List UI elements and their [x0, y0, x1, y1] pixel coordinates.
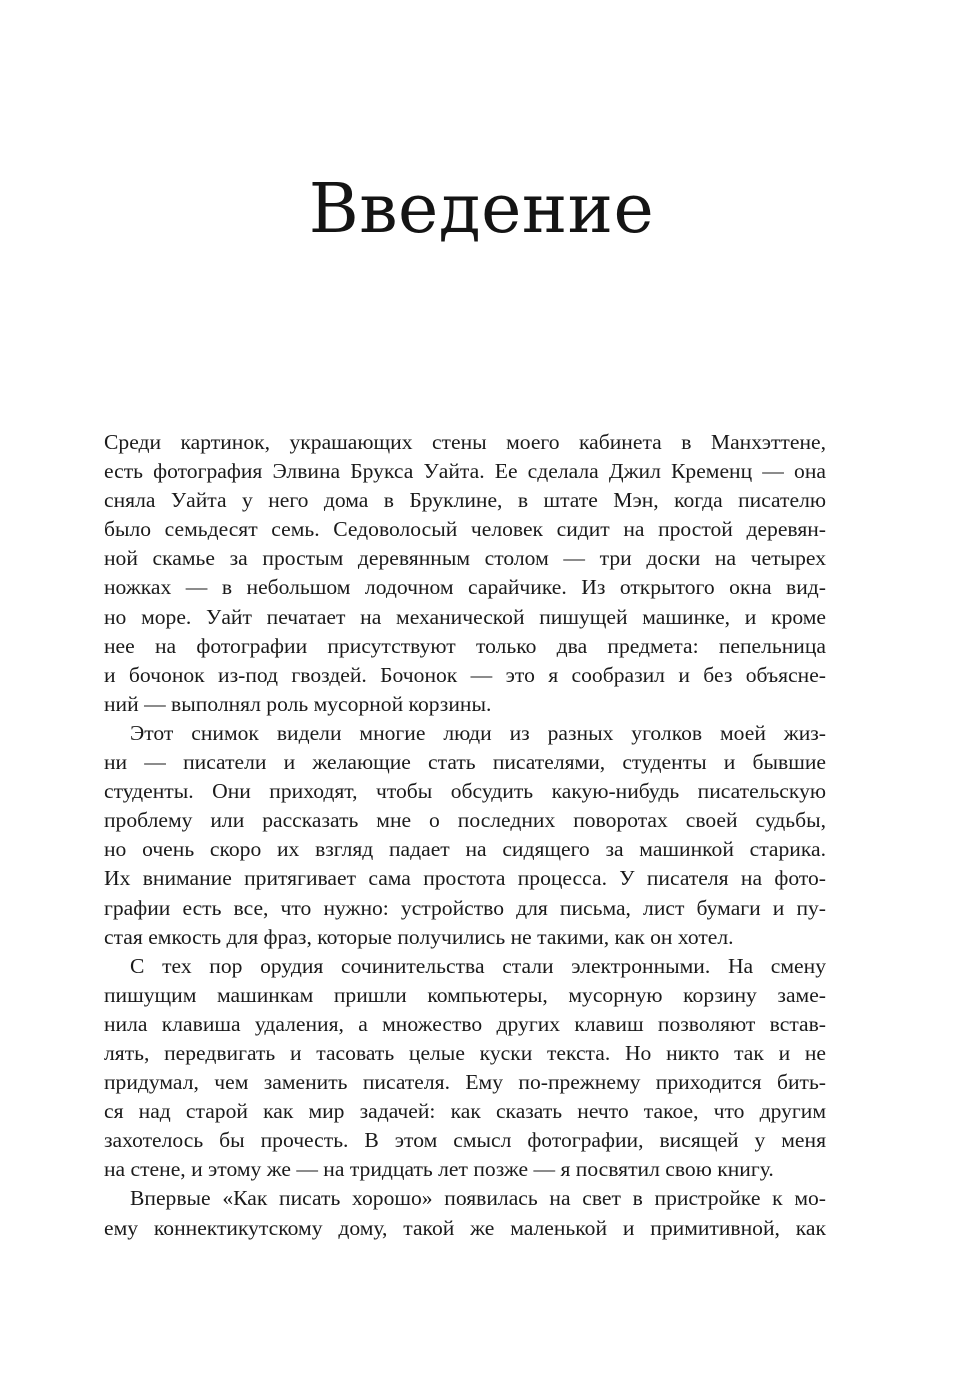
- text-line: Среди картинок, украшающих стены моего кабинета в Манхэттене,: [104, 430, 826, 454]
- text-line: ножках — в небольшом лодочном сарайчике. Из открытого окна вид-: [104, 575, 826, 600]
- text-line: нее на фотографии присутствуют только два предмета: пепельница: [104, 633, 826, 658]
- text-line: но очень скоро их взгляд падает на сидящего за машинкой старика.: [104, 837, 826, 862]
- text-line: С тех пор орудия сочинительства стали электронными. На смену: [130, 953, 826, 978]
- text-line: нила клавиша удаления, а множество других клавиш позволяют встав-: [104, 1011, 826, 1036]
- paragraph: [104, 719, 826, 952]
- body-text: [104, 428, 826, 1243]
- text-line: ной скамье за простым деревянным столом — три доски на четырех: [104, 546, 826, 571]
- text-line: на стене, и этому же — на тридцать лет позже — я посвятил свою книгу.: [104, 1157, 774, 1182]
- text-line: Их внимание притягивает сама простота процесса. У писателя на фото-: [104, 866, 826, 891]
- chapter-title: Введение: [308, 170, 655, 249]
- text-line: ему коннектикутскому дому, такой же маленькой и примитивной, как: [104, 1215, 826, 1240]
- text-line: Впервые «Как писать хорошо» появилась на свет в пристройке к мо-: [130, 1186, 826, 1211]
- text-line: проблему или рассказать мне о последних поворотах своей судьбы,: [104, 808, 826, 833]
- text-line: и бочонок из-под гвоздей. Бочонок — это я сообразил и без объясне-: [104, 662, 826, 687]
- paragraph: [104, 1184, 826, 1242]
- text-line: придумал, чем заменить писателя. Ему по-прежнему приходится бить-: [104, 1070, 826, 1095]
- text-line: ся над старой как мир задачей: как сказать нечто такое, что другим: [104, 1099, 826, 1124]
- paragraph: [104, 952, 826, 1185]
- text-line: стая емкость для фраз, которые получились не такими, как он хотел.: [104, 924, 734, 949]
- text-line: Этот снимок видели многие люди из разных уголков моей жиз-: [130, 720, 826, 745]
- text-line: сняла Уайта у него дома в Бруклине, в штате Мэн, когда писателю: [104, 488, 826, 513]
- text-line: графии есть все, что нужно: устройство для письма, лист бумаги и пу-: [104, 895, 826, 920]
- text-line: студенты. Они приходят, чтобы обсудить какую-нибудь писательскую: [104, 779, 826, 804]
- text-line: ни — писатели и желающие стать писателями, студенты и бывшие: [104, 750, 826, 775]
- text-line: ний — выполнял роль мусорной корзины.: [104, 691, 492, 716]
- text-line: но море. Уайт печатает на механической пишущей машинке, и кроме: [104, 604, 826, 629]
- text-line: есть фотография Элвина Брукса Уайта. Ее сделала Джил Кременц — она: [104, 459, 826, 484]
- text-line: захотелось бы прочесть. В этом смысл фотографии, висящей у меня: [104, 1128, 826, 1153]
- text-line: было семьдесят семь. Седоволосый человек сидит на простой деревян-: [104, 517, 826, 542]
- text-line: пишущим машинкам пришли компьютеры, мусорную корзину заме-: [104, 982, 826, 1007]
- paragraph: [104, 428, 826, 719]
- text-line: лять, передвигать и тасовать целые куски текста. Но никто так и не: [104, 1040, 826, 1065]
